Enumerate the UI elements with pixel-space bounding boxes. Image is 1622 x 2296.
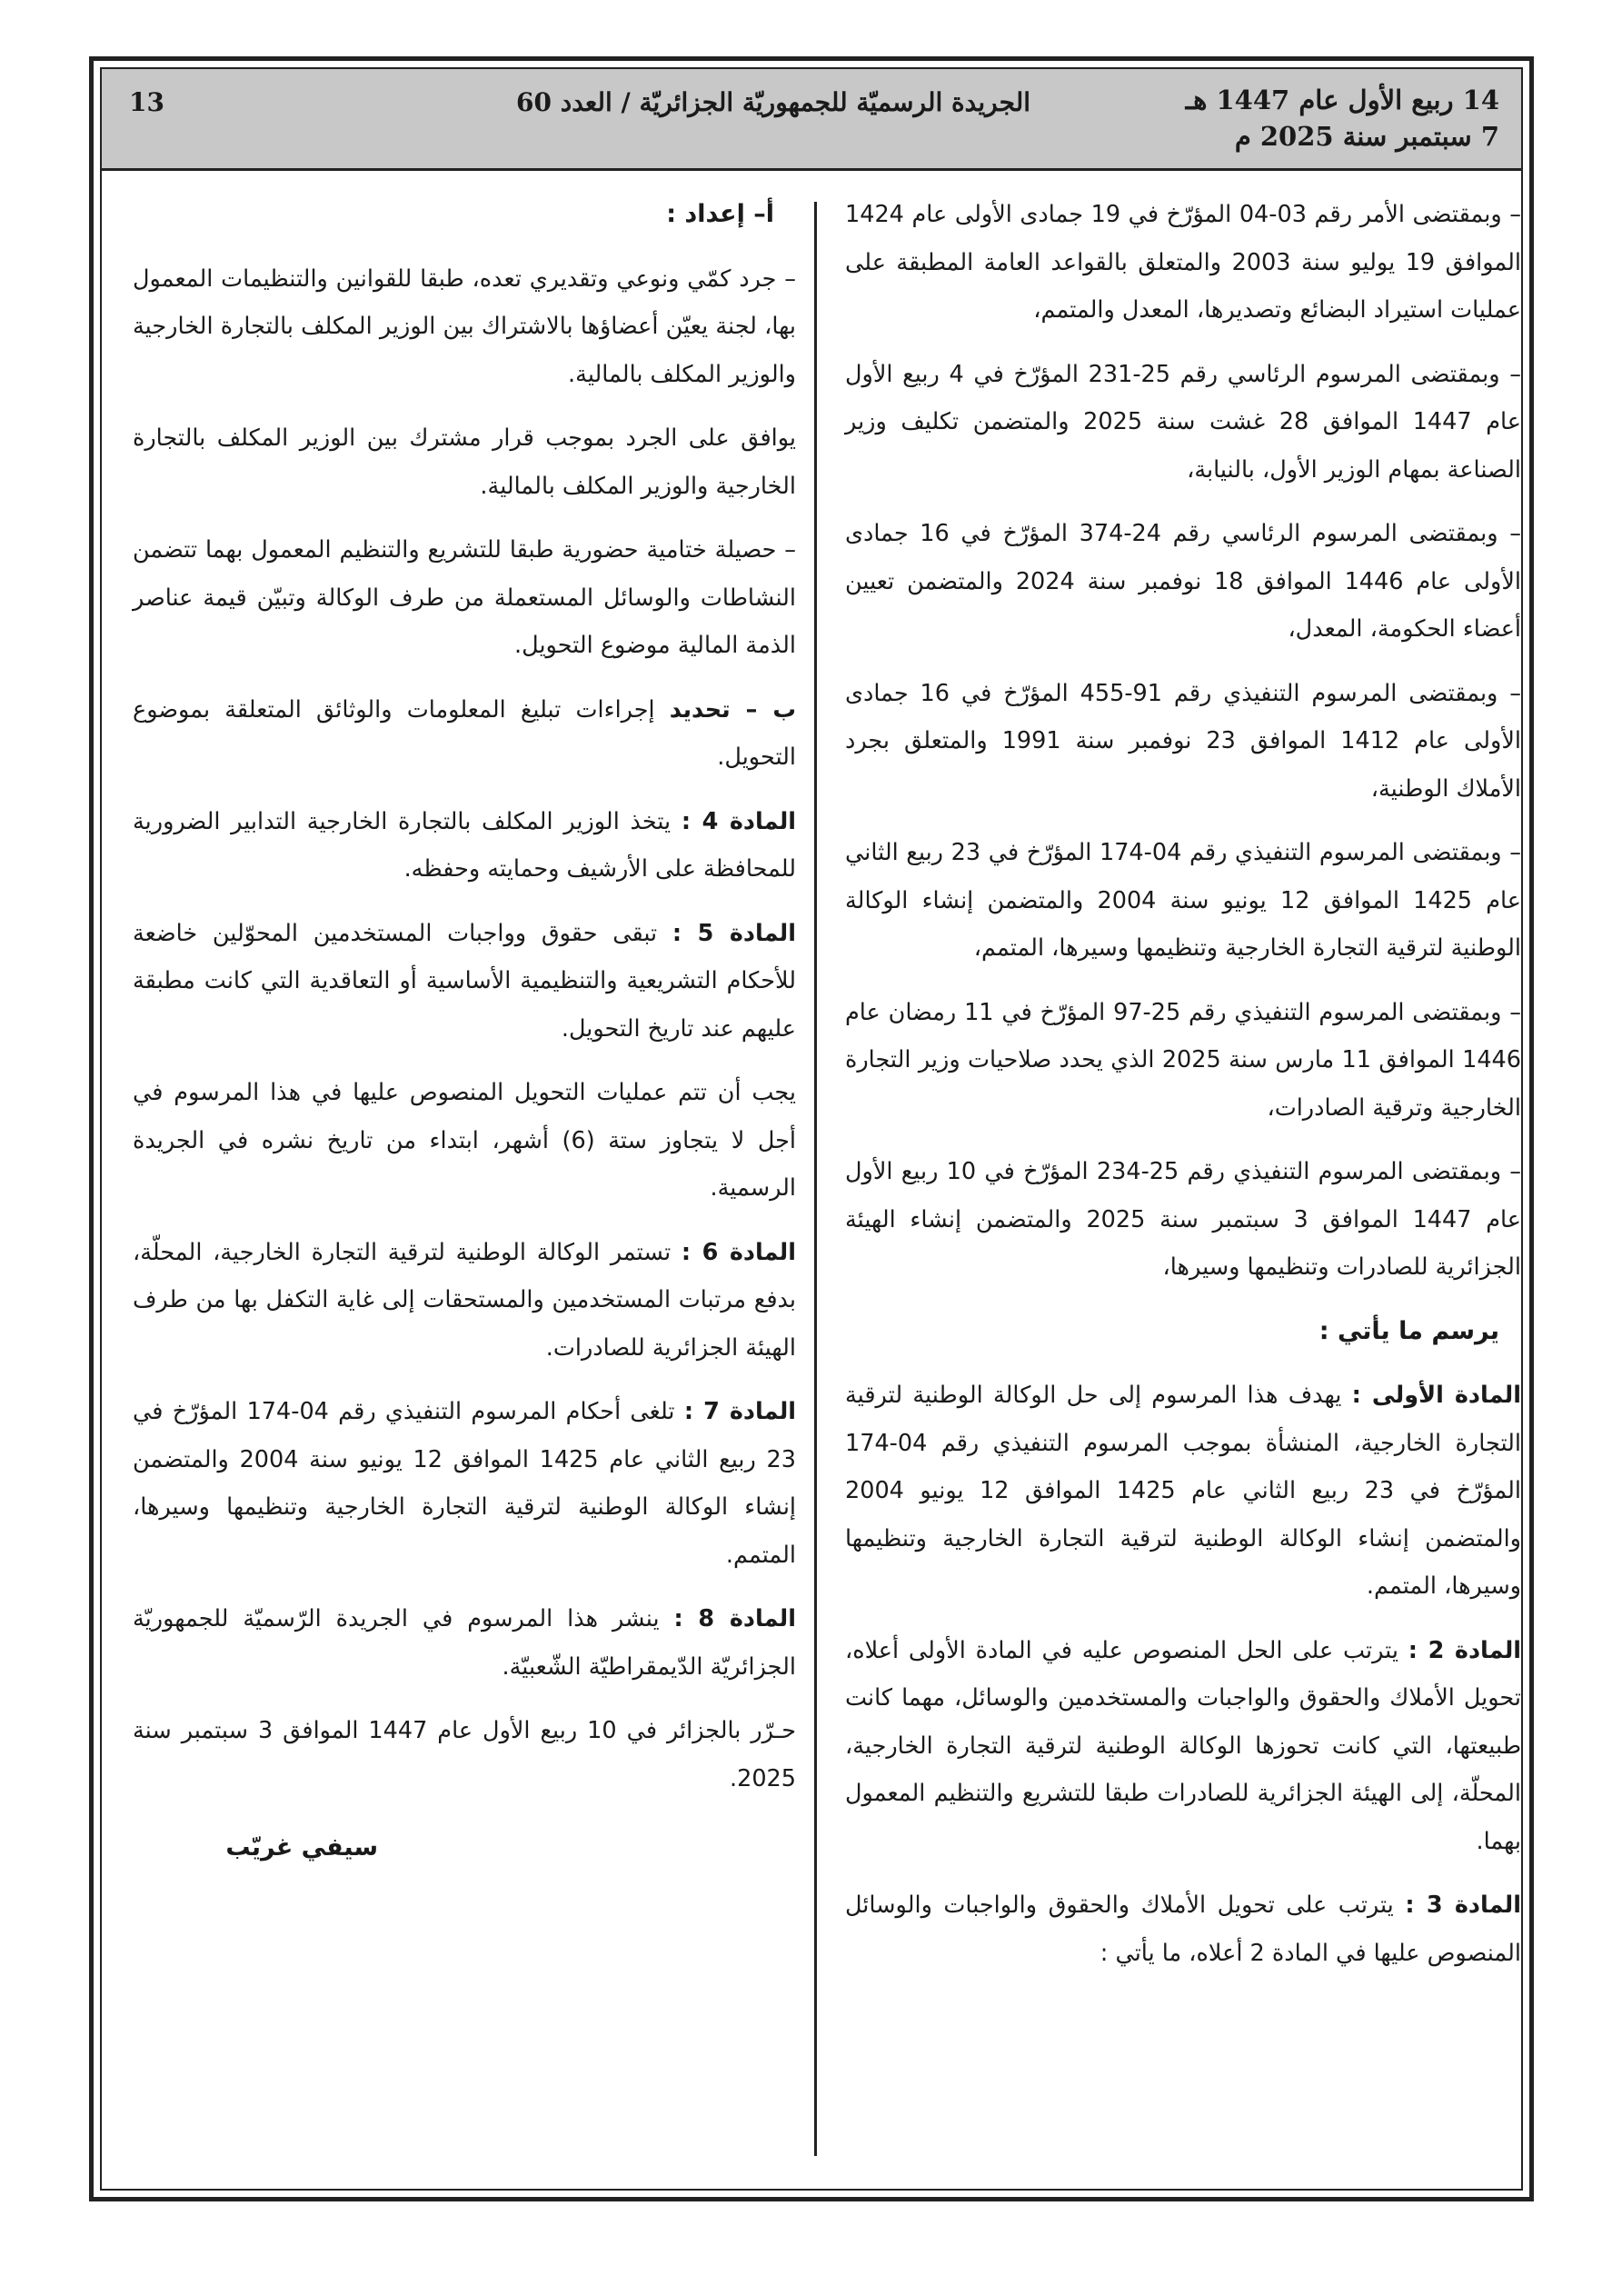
item-paragraph: يوافق على الجرد بموجب قرار مشترك بين الوزير المكلف بالتجارة الخارجية والوزير المكلف بالمالية.	[133, 424, 796, 500]
subheading-a: أ– إعداد :	[666, 200, 774, 228]
recital: – وبمقتضى المرسوم التنفيذي رقم 04-174 المؤرّخ في 23 ربيع الثاني عام 1425 الموافق 12 يونيو سنة 2004 والمتضمن إنشاء الوكالة الوطنية لترقية التجارة الخارجية وتنظيمها وسيرها، المتمم،	[845, 839, 1522, 962]
header-date-hijri: 14 ربيع الأول عام 1447 هـ	[1185, 85, 1499, 115]
header-date-gregorian: 7 سبتمبر سنة 2025 م	[1234, 121, 1499, 152]
article-text: ينشر هذا المرسوم في الجريدة الرّسميّة للجمهوريّة الجزائريّة الدّيمقراطيّة الشّعبيّة.	[133, 1605, 796, 1681]
article-text: يترتب على الحل المنصوص عليه في المادة الأولى أعلاه، تحويل الأملاك والحقوق والواجبات والمستخدمين والوسائل، مهما كانت طبيعتها، التي كانت تحوزها الوكالة الوطنية لترقية التجارة الخارجية، المحلّة، إلى الهيئة الجزائرية للصادرات طبقا للتشريع والتنظيم المعمول بهما.	[845, 1636, 1521, 1855]
signature: سيفي غريّب	[225, 1833, 378, 1862]
closing-statement: حـرّر بالجزائر في 10 ربيع الأول عام 1447 الموافق 3 سبتمبر سنة 2025.	[133, 1717, 796, 1792]
article-text: يجب أن تتم عمليات التحويل المنصوص عليها في هذا المرسوم في أجل لا يتجاوز ستة (6) أشهر، ابتداء من تاريخ نشره في الجريدة الرسمية.	[133, 1079, 796, 1202]
recital: – وبمقتضى المرسوم التنفيذي رقم 25-234 المؤرّخ في 10 ربيع الأول عام 1447 الموافق 3 سبتمبر سنة 2025 والمتضمن إنشاء الهيئة الجزائرية للصادرات وتنظيمها وسيرها،	[845, 1158, 1522, 1281]
article-text: تستمر الوكالة الوطنية لترقية التجارة الخارجية، المحلّة، بدفع مرتبات المستخدمين والمستحقات إلى غاية التكفل بها من طرف الهيئة الجزائرية للصادرات.	[133, 1238, 796, 1362]
article-label: المادة 7 :	[683, 1398, 797, 1425]
article-label: المادة 8 :	[673, 1605, 796, 1632]
article-2	[845, 1627, 1521, 1866]
article-label: المادة 6 :	[681, 1238, 796, 1266]
page-number: 13	[129, 87, 164, 117]
journal-title: الجريدة الرسميّة للجمهوريّة الجزائريّة / العدد 60	[516, 87, 1030, 117]
recital: – وبمقتضى الأمر رقم 03-04 المؤرّخ في 19 جمادى الأولى عام 1424 الموافق 19 يوليو سنة 2003 والمتعلق بالقواعد العامة المطبقة على عمليات استيراد البضائع وتصديرها، المعدل والمتمم،	[845, 201, 1521, 324]
header-date	[1186, 82, 1499, 155]
article-text: تبقى حقوق وواجبات المستخدمين المحوّلين خاضعة للأحكام التشريعية والتنظيمية الأساسية أو التعاقدية التي كانت مطبقة عليهم عند تاريخ التحويل.	[133, 919, 796, 1043]
article-label: المادة الأولى :	[1351, 1382, 1521, 1409]
item-b-text: إجراءات تبليغ المعلومات والوثائق المتعلقة بموضوع التحويل.	[133, 695, 796, 771]
article-8	[133, 1595, 796, 1691]
article-5-continued	[133, 1069, 796, 1213]
article-label: المادة 5 :	[672, 919, 796, 947]
column-divider	[814, 202, 817, 2156]
left-column	[133, 191, 796, 1872]
article-5	[133, 910, 796, 1053]
article-text: يترتب على تحويل الأملاك والحقوق والواجبات والوسائل المنصوص عليها في المادة 2 أعلاه، ما يأتي :	[845, 1892, 1521, 1967]
recital: – وبمقتضى المرسوم التنفيذي رقم 25-97 المؤرّخ في 11 رمضان عام 1446 الموافق 11 مارس سنة 2025 الذي يحدد صلاحيات وزير التجارة الخارجية وترقية الصادرات،	[845, 998, 1521, 1122]
article-4	[133, 798, 796, 893]
article-label: المادة 3 :	[1405, 1892, 1521, 1919]
item-paragraph: – جرد كمّي ونوعي وتقديري تعده، طبقا للقوانين والتنظيمات المعمول بها، لجنة يعيّن أعضاؤها بالاشتراك بين الوزير المكلف بالتجارة الخارجية والوزير المكلف بالمالية.	[133, 265, 796, 388]
article-text: يتخذ الوزير المكلف بالتجارة الخارجية التدابير الضرورية للمحافظة على الأرشيف وحمايته وحفظه.	[133, 807, 796, 883]
item-paragraph: – حصيلة ختامية حضورية طبقا للتشريع والتنظيم المعمول بهما تتضمن النشاطات والوسائل المستعملة من طرف الوكالة وتبيّن قيمة عناصر الذمة المالية موضوع التحويل.	[133, 536, 796, 659]
article-6	[133, 1229, 796, 1373]
page-header	[102, 69, 1521, 171]
recital: – وبمقتضى المرسوم الرئاسي رقم 24-374 المؤرّخ في 16 جمادى الأولى عام 1446 الموافق 18 نوفمبر سنة 2024 والمتضمن تعيين أعضاء الحكومة، المعدل،	[845, 520, 1521, 643]
recital: – وبمقتضى المرسوم التنفيذي رقم 91-455 المؤرّخ في 16 جمادى الأولى عام 1412 الموافق 23 نوفمبر سنة 1991 والمتعلق بجرد الأملاك الوطنية،	[845, 679, 1522, 803]
item-b-label: ب – تحديد	[669, 695, 796, 724]
article-text: تلغى أحكام المرسوم التنفيذي رقم 04-174 المؤرّخ في 23 ربيع الثاني عام 1425 الموافق 12 يونيو سنة 2004 والمتضمن إنشاء الوكالة الوطنية لترقية التجارة الخارجية وتنظيمها وسيرها، المتمم.	[133, 1398, 796, 1569]
article-label: المادة 4 :	[681, 807, 797, 835]
item-b	[133, 686, 796, 782]
article-label: المادة 2 :	[1408, 1636, 1522, 1664]
decree-heading: يرسم ما يأتي :	[1318, 1316, 1499, 1345]
article-3	[845, 1882, 1521, 1977]
recital: – وبمقتضى المرسوم الرئاسي رقم 25-231 المؤرّخ في 4 ربيع الأول عام 1447 الموافق 28 غشت سنة 2025 والمتضمن تكليف وزير الصناعة بمهام الوزير الأول، بالنيابة،	[845, 360, 1522, 484]
article-7	[133, 1388, 796, 1579]
right-column	[845, 191, 1521, 1993]
article-1	[845, 1372, 1521, 1611]
article-text: يهدف هذا المرسوم إلى حل الوكالة الوطنية لترقية التجارة الخارجية، المنشأة بموجب المرسوم التنفيذي رقم 04-174 المؤرّخ في 23 ربيع الثاني عام 1425 الموافق 12 يونيو 2004 والمتضمن إنشاء الوكالة الوطنية لترقية التجارة الخارجية وتنظيمها وسيرها، المتمم.	[845, 1382, 1522, 1600]
